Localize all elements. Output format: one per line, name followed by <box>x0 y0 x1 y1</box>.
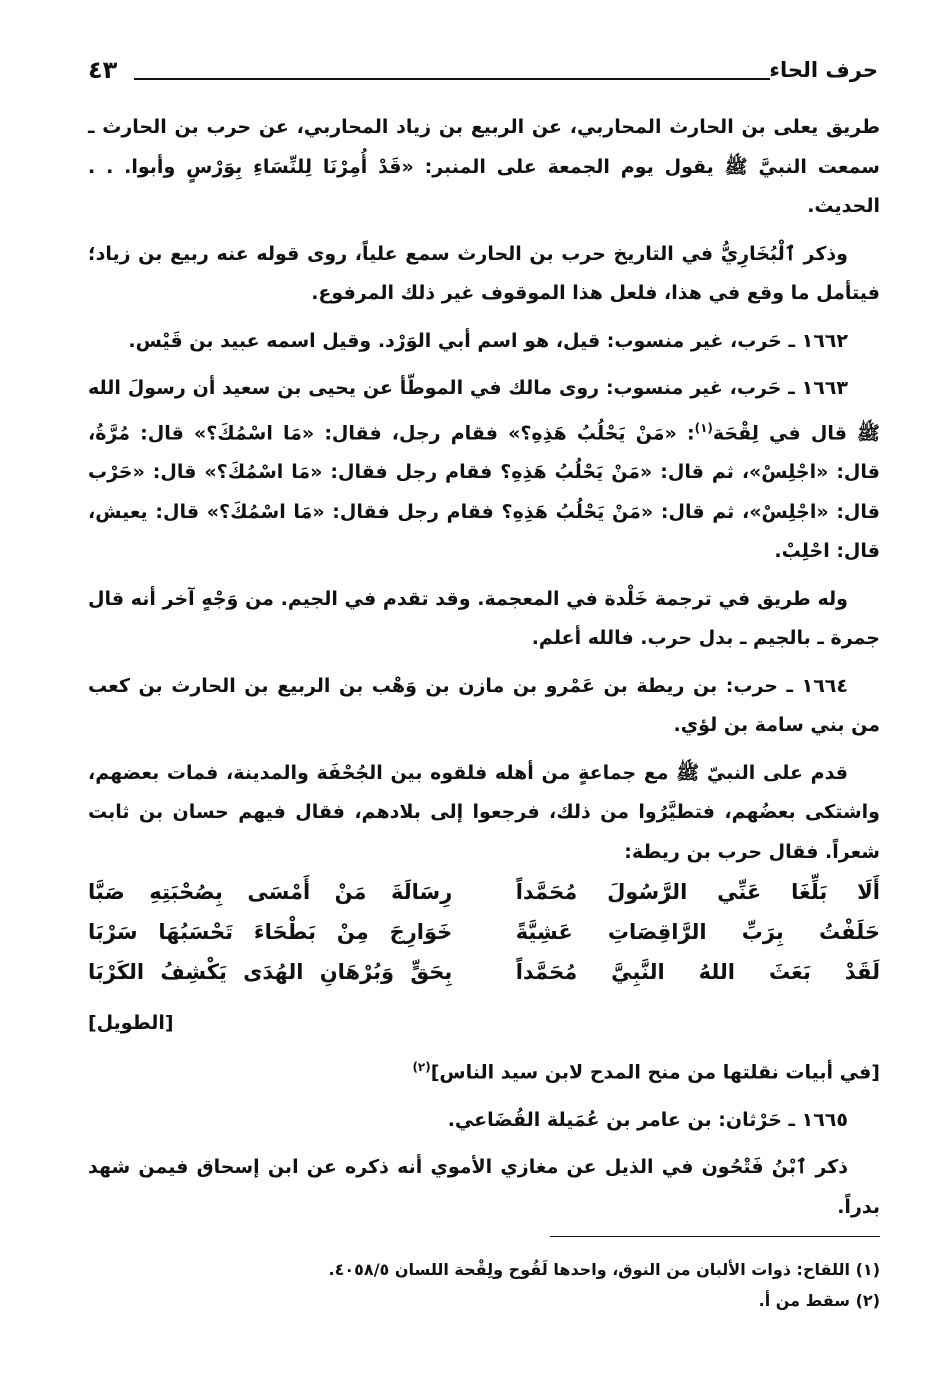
paragraph: ذكر ٱبْنُ فَتْحُون في الذيل عن مغازي الأموي أنه ذكره عن ابن إسحاق فيمن شهد بدراً. <box>88 1156 880 1218</box>
footnote-rule <box>550 1236 880 1237</box>
footnote-ref: (٢) <box>412 1060 431 1074</box>
entry-1665: ١٦٦٥ ـ حَرْثان: بن عامر بن عُمَيلة القُضَاعي. <box>447 1108 848 1131</box>
paragraph: وله طريق في ترجمة خَلْدة في المعجمة. وقد تقدم في الجيم. من وَجْهٍ آخر أنه قال جمرة ـ بالجيم ـ بدل حرب. فالله أعلم. <box>88 587 880 650</box>
main-text-continued <box>88 1040 880 1235</box>
source-note <box>88 1048 880 1093</box>
source-note-text: [في أبيات نقلتها من منح المدح لابن سيد الناس] <box>430 1061 880 1084</box>
page-number: ٤٣ <box>88 56 118 84</box>
verse-second-hemistich: بِحَقٍّ وَبُرْهَانِ الهُدَى يَكْشِفُ الكَرْبَا <box>88 960 453 984</box>
verse-first-hemistich: حَلَفْتُ بِرَبِّ الرَّاقِصَاتِ عَشِيَّةً <box>515 920 880 944</box>
poem-verse <box>88 912 880 952</box>
poem-verse <box>88 952 880 992</box>
verse-second-hemistich: رِسَالَةَ مَنْ أَمْسَى بِصُحْبَتِهِ صَبَّا <box>88 880 453 904</box>
entry-1662: ١٦٦٢ ـ حَرب، غير منسوب: قيل، هو اسم أبي الوَرْد. وقيل اسمه عبيد بن قَيْس. <box>128 329 848 352</box>
page-header <box>88 52 878 92</box>
paragraph: قدم على النبيّ ﷺ مع جماعةٍ من أهله فلقوه بين الجُحْفَة والمدينة، فمات بعضهم، واشتكى بعضُهم، فتطيَّرُوا من ذلك، فرجعوا إلى بلادهم، فقال فيهم حسان بن ثابت شعراً. فقال حرب بن ريطة: <box>88 761 880 863</box>
verse-second-hemistich: خَوَارِجَ مِنْ بَطْحَاءَ تَحْسَبُهَا سَرْبَا <box>88 920 453 944</box>
running-title: حرف الحاء <box>769 58 878 82</box>
poem-meter: [الطويل] <box>88 1012 174 1034</box>
verse-first-hemistich: لَقَدْ بَعَثَ اللهُ النَّبِيَّ مُحَمَّداً <box>515 960 880 984</box>
footnote: (١) اللقاح: ذوات الألبان من النوق، واحدها لَقُوح ولِقْحة اللسان ٤٠٥٨/٥. <box>328 1260 880 1279</box>
paragraph: طريق يعلى بن الحارث المحاربي، عن الربيع بن زياد المحاربي، عن حرب بن الحارث ـ سمعت النبيَّ ﷺ يقول يوم الجمعة على المنبر: «قَدْ أُمِرْنَا لِلنِّسَاءِ بِوَرْسٍ وأبوا. . . الحديث. <box>88 116 880 217</box>
footnote: (٢) سقط من أ. <box>758 1291 880 1310</box>
entry-1663: ١٦٦٣ ـ حَرب، غير منسوب: روى مالك في الموطّأ عن يحيى بن سعيد أن رسولَ الله ﷺ قال في لِقْحَة$^{(١)}$: «مَنْ يَحْلُبُ هَذِهِ؟» فقام رجل، فقال: «مَا اسْمُكَ؟» قال: مُرَّةُ، قال: «اجْلِسْ»، ثم قال: «مَنْ يَحْلُبُ هَذِهِ؟ فقام رجل فقال: «مَا اسْمُكَ؟» قال: «حَرْب قال: «اجْلِسْ»، ثم قال: «مَنْ يَحْلُبُ هَذِهِ؟ فقام رجل فقال: «مَا اسْمُكَ؟» قال: يعيش، قال: احْلِبْ. <box>88 377 881 563</box>
poem <box>88 872 880 992</box>
entry-1664: ١٦٦٤ ـ حرب: بن ريطة بن عَمْرو بن مازن بن وَهْب بن الربيع بن الحارث بن كعب من بني سامة بن لؤي. <box>88 674 880 737</box>
paragraph: وذكر ٱلْبُخَارِيُّ في التاريخ حرب بن الحارث سمع علياً، روى قوله عنه ربيع بن زياد؛ فيتأمل ما وقع في هذا، فلعل هذا الموقوف غير ذلك المرفوع. <box>88 242 880 304</box>
verse-first-hemistich: أَلَا بَلِّغَا عَنِّي الرَّسُولَ مُحَمَّداً <box>515 880 880 904</box>
poem-verse <box>88 872 880 912</box>
main-text <box>88 108 880 880</box>
footnotes <box>88 1254 880 1316</box>
header-rule <box>134 78 770 80</box>
footnote-ref: (١) <box>694 420 713 435</box>
